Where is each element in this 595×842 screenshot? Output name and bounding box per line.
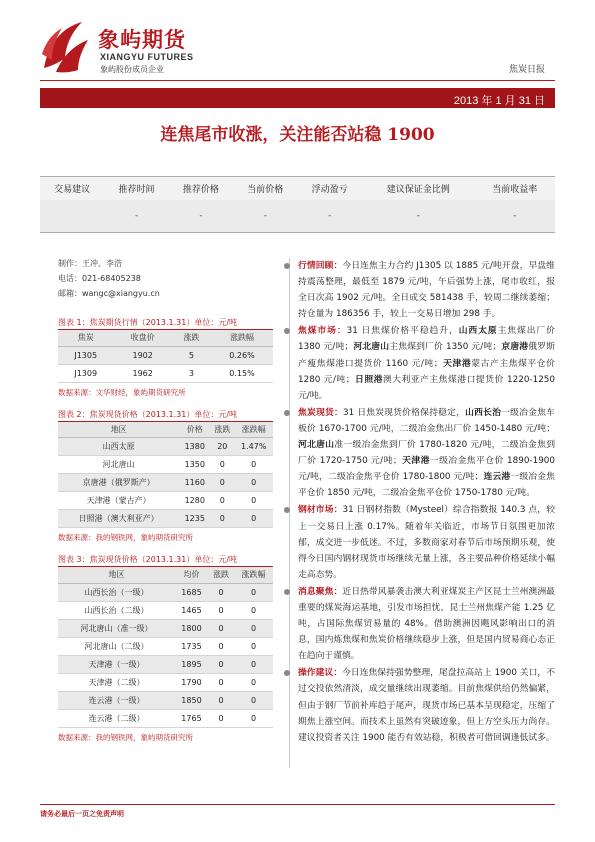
region-name: 山西太原: [458, 326, 498, 337]
trade-cell: -: [475, 200, 555, 233]
table-cell: 天津港（二级）: [58, 673, 175, 691]
section-text: 一级冶金焦车板价 1670-1700 元/吨，二级冶金焦出厂价 1450-1480 元/吨；: [298, 407, 555, 434]
table-row: [58, 637, 273, 655]
section-text: 准一级冶金焦到厂价 1780-1820 元/吨，二级冶金焦到厂价 1720-1750 元/吨；: [298, 440, 555, 467]
section-text: 一级冶金焦平仓价 1850 元/吨，二级冶金焦平仓价 1750-1780 元/吨。: [298, 472, 555, 499]
table1-title: 图表 1：焦炭期货行情（2013.1.31）单位：元/吨: [58, 318, 238, 327]
table2-title: 图表 2：焦炭现货价格（2013.1.31）单位：元/吨: [58, 409, 238, 419]
table-row: [58, 709, 273, 727]
trade-cell: -: [104, 200, 168, 233]
trade-header-cell: 浮动盈亏: [298, 177, 362, 200]
author-maker: 制作：王冲、李浩: [58, 259, 122, 268]
date-band: [40, 88, 555, 108]
table-cell: 0: [234, 510, 273, 528]
table-header-row: [58, 567, 273, 583]
table3-source: 数据来源：我的钢铁网，象屿期货研究所: [58, 732, 193, 742]
table-cell: 河北唐山: [58, 456, 179, 474]
section-text: 主焦煤出厂价 1380 元/吨；: [298, 326, 555, 353]
table-cell: 0: [210, 492, 234, 510]
table-header-cell: 涨跌: [172, 330, 211, 346]
table-cell: 5: [172, 346, 211, 364]
report-type: 焦炭日报: [508, 65, 545, 75]
table-cell: 0: [210, 510, 234, 528]
table-header-cell: 焦炭: [58, 330, 113, 346]
trade-cell: -: [233, 200, 297, 233]
table-cell: 0.26%: [211, 346, 273, 364]
trade-header-cell: 当前价格: [233, 177, 297, 200]
table-row: [58, 619, 273, 637]
table-cell: 河北唐山（二级）: [58, 637, 175, 655]
table-cell: 0: [208, 709, 234, 727]
table-cell: 1902: [113, 346, 172, 364]
table-row: [58, 691, 273, 709]
section-heading: 消息聚焦：: [298, 586, 343, 597]
table-cell: J1305: [58, 346, 113, 364]
region-name: 山西长治: [465, 407, 502, 418]
table-cell: 1380: [179, 438, 210, 456]
table-cell: 0: [208, 655, 234, 673]
section-text: 蒙古产主焦煤平仓价 1280 元/吨；: [298, 358, 555, 385]
table-cell: 0: [234, 655, 273, 673]
table-cell: 0: [234, 637, 273, 655]
section-text: 31 日钢材指数（Mysteel）综合指数报 140.3 点，较上一交易日上涨 0.17%。随着年关临近，市场节日氛围更加浓郁，成交进一步低迷。不过，多数商家对春节后市场预期乐观，使得今日国内钢材现货市场继续无量上涨，各主要品种价格延续小幅走高态势。: [298, 505, 555, 580]
footer-divider: [40, 804, 555, 805]
section-heading: 操作建议：: [298, 668, 343, 679]
table-header-cell: 均价: [175, 567, 208, 583]
trade-recommendation-table: [40, 176, 555, 233]
table-cell: 天津港（一级）: [58, 655, 175, 673]
table-cell: 连云港（一级）: [58, 691, 175, 709]
table-header-cell: 涨跌幅: [234, 422, 273, 438]
table-cell: 连云港（二级）: [58, 709, 175, 727]
table-cell: 山西太原: [58, 438, 179, 456]
trade-cell: [40, 200, 104, 233]
section-coke-spot: [298, 405, 555, 502]
trade-cell: -: [298, 200, 362, 233]
section-advice: [298, 665, 555, 745]
logo-name: 象屿期货: [98, 28, 186, 52]
section-heading: 焦煤市场：: [298, 326, 347, 337]
table-row: [58, 364, 273, 382]
table-cell: 1962: [113, 364, 172, 382]
region-name: 天津港: [401, 456, 430, 467]
table-cell: 山西长治（一级）: [58, 583, 175, 601]
section-market-review: [298, 258, 555, 322]
section-text: 今日连焦保持强势整理，尾盘拉高站上 1900 关口，不过交投依然清淡，成交量继续出现萎缩。目前焦煤供给仍然偏紧，但由于钢厂节前补库趋于尾声，现货市场已基本呈现稳定，压缩了期焦上涨空间。而技术上虽然有突破迹象，但上方空头压力尚存。建议投资者关注 1900 能否有效站稳，积极者可借回调逢低试多。: [298, 668, 555, 743]
table-header-row: [58, 330, 273, 346]
table-cell: 3: [172, 364, 211, 382]
author-email[interactable]: 邮箱：wangc@xiangyu.cn: [58, 289, 160, 298]
table3-title: 图表 3：焦炭现货价格（2013.1.31）单位：元/吨: [58, 555, 238, 564]
table-cell: 1160: [179, 474, 210, 492]
coking-coal-spot-table: [58, 422, 273, 529]
section-text: 一级冶金焦平仓价 1890-1900 元/吨，二级冶金焦平仓价 1780-1800 元/吨；: [298, 456, 555, 483]
region-name: 连云港: [483, 472, 511, 483]
table-cell: 0: [234, 492, 273, 510]
table2-source: 数据来源：我的钢铁网，象屿期货研究所: [58, 533, 193, 542]
table-row: [58, 583, 273, 601]
trade-header-cell: 推荐价格: [169, 177, 233, 200]
table-cell: 0: [234, 673, 273, 691]
table-cell: J1309: [58, 364, 113, 382]
table-header-cell: 价格: [179, 422, 210, 438]
table-cell: 1.47%: [234, 438, 273, 456]
table-header-row: [58, 422, 273, 438]
region-name: 京唐港: [501, 342, 529, 353]
table-header-cell: 涨跌幅: [211, 330, 273, 346]
section-text: 澳大利亚产主焦煤港口提货价 1220-1250 元/吨。: [298, 374, 555, 401]
table-cell: 0: [208, 691, 234, 709]
section-heading: 焦炭现货：: [298, 407, 343, 418]
left-column: [58, 258, 273, 754]
table-header-cell: 地区: [58, 422, 179, 438]
table-cell: 0: [234, 474, 273, 492]
section-news: [298, 584, 555, 664]
table-cell: 0: [208, 601, 234, 619]
table-cell: 0: [210, 474, 234, 492]
table-row: [58, 438, 273, 456]
table-header-cell: 收盘价: [113, 330, 172, 346]
column-divider: [289, 258, 290, 768]
section-text: 31 日焦煤价格平稳趋升，: [346, 326, 459, 337]
table-cell: 日照港（澳大利亚产）: [58, 510, 179, 528]
table-cell: 1280: [179, 492, 210, 510]
table-cell: 1735: [175, 637, 208, 655]
table-row: [58, 456, 273, 474]
region-name: 日照港: [354, 374, 383, 385]
trade-table-row: [40, 200, 555, 233]
table-cell: 0: [234, 691, 273, 709]
section-text: 近日热带风暴袭击澳大利亚煤炭主产区昆士兰州澳洲最重要的煤炭海运基地，引发市场担忧，昆士兰州焦煤产能 1.25 亿吨，占国际焦煤贸易量的 48%。借助澳洲因飓风影响出口的消息，国内炼焦煤和焦炭价格继续稳步上涨，但是国内贸易商心态正在趋向于谨慎。: [298, 586, 555, 662]
table-cell: 山西长治（二级）: [58, 601, 175, 619]
table-cell: 0.15%: [211, 364, 273, 382]
company-logo: [34, 18, 244, 78]
table-cell: 0: [234, 601, 273, 619]
trade-header-cell: 推荐时间: [104, 177, 168, 200]
bullet-icon: [284, 263, 290, 269]
trade-header-cell: 当前收益率: [475, 177, 555, 200]
coke-spot-table: [58, 567, 273, 728]
table-row: [58, 510, 273, 528]
table-cell: 0: [210, 456, 234, 474]
table-header-cell: 涨跌幅: [234, 567, 273, 583]
table-cell: 1465: [175, 601, 208, 619]
table-cell: 0: [208, 583, 234, 601]
table-cell: 0: [208, 673, 234, 691]
logo-subtitle: 象屿股份成员企业: [100, 65, 164, 74]
trade-table-header-row: [40, 177, 555, 200]
table-row: [58, 601, 273, 619]
section-text: 俄罗斯产瘦焦煤港口提货价 1160 元/吨；: [298, 342, 555, 369]
report-title: 连焦尾市收涨，关注能否站稳 1900: [160, 125, 435, 145]
table-cell: 20: [210, 438, 234, 456]
section-heading: 钢材市场：: [298, 505, 343, 516]
table-header-cell: 涨跌: [208, 567, 234, 583]
author-phone: 电话：021-68405238: [58, 274, 141, 283]
disclaimer-note[interactable]: 请务必最后一页之免责声明: [40, 810, 124, 818]
table-cell: 0: [208, 619, 234, 637]
table1-source: 数据来源：文华财经，象屿期货研究所: [58, 387, 186, 397]
table-cell: 京唐港（俄罗斯产）: [58, 474, 179, 492]
report-date: 2013 年 1 月 31 日: [453, 95, 545, 107]
table-row: [58, 673, 273, 691]
table-row: [58, 346, 273, 364]
table-cell: 0: [234, 456, 273, 474]
table-cell: 1800: [175, 619, 208, 637]
table-row: [58, 492, 273, 510]
trade-cell: -: [362, 200, 475, 233]
region-name: 河北唐山: [353, 342, 390, 353]
section-text: 31 日焦炭现货价格保持稳定，: [343, 407, 466, 418]
table-cell: 0: [234, 709, 273, 727]
table-cell: 0: [234, 619, 273, 637]
trade-header-cell: 建议保证金比例: [362, 177, 475, 200]
table-cell: 0: [208, 637, 234, 655]
logo-mark-icon: [38, 18, 92, 76]
table-cell: 1765: [175, 709, 208, 727]
header-divider: [40, 80, 555, 81]
table-cell: 河北唐山（准一级）: [58, 619, 175, 637]
region-name: 天津港: [442, 358, 472, 369]
table-row: [58, 474, 273, 492]
section-coking-coal: [298, 323, 555, 403]
table-cell: 天津港（蒙古产）: [58, 492, 179, 510]
table-header-cell: 地区: [58, 567, 175, 583]
bullet-icon: [284, 410, 290, 416]
region-name: 河北唐山: [298, 440, 335, 451]
table-cell: 1685: [175, 583, 208, 601]
table-header-cell: 涨跌: [210, 422, 234, 438]
table-cell: 1790: [175, 673, 208, 691]
section-heading: 行情回顾：: [298, 261, 343, 271]
section-steel-market: [298, 502, 555, 582]
trade-cell: -: [169, 200, 233, 233]
table-cell: 0: [234, 583, 273, 601]
logo-english: XIANGYU FUTURES: [100, 52, 194, 62]
table-cell: 1235: [179, 510, 210, 528]
section-text: 主焦煤到厂价 1350 元/吨；: [389, 342, 502, 353]
commentary-column: [298, 258, 555, 747]
table-row: [58, 655, 273, 673]
futures-quote-table: [58, 330, 273, 383]
table-cell: 1350: [179, 456, 210, 474]
table-cell: 1895: [175, 655, 208, 673]
trade-header-cell: 交易建议: [40, 177, 104, 200]
section-text: 今日连焦主力合约 J1305 以 1885 元/吨开盘，早盘维持震荡整理，最低至 1879 元/吨，午后强势上涨，尾市收红，报全日次高 1902 元/吨。全日成交 581438 手，较周二继续萎缩；持仓量为 186356 手，较上一交易日增加 298 手。: [298, 261, 555, 320]
bullet-icon: [284, 589, 290, 595]
table-cell: 1850: [175, 691, 208, 709]
